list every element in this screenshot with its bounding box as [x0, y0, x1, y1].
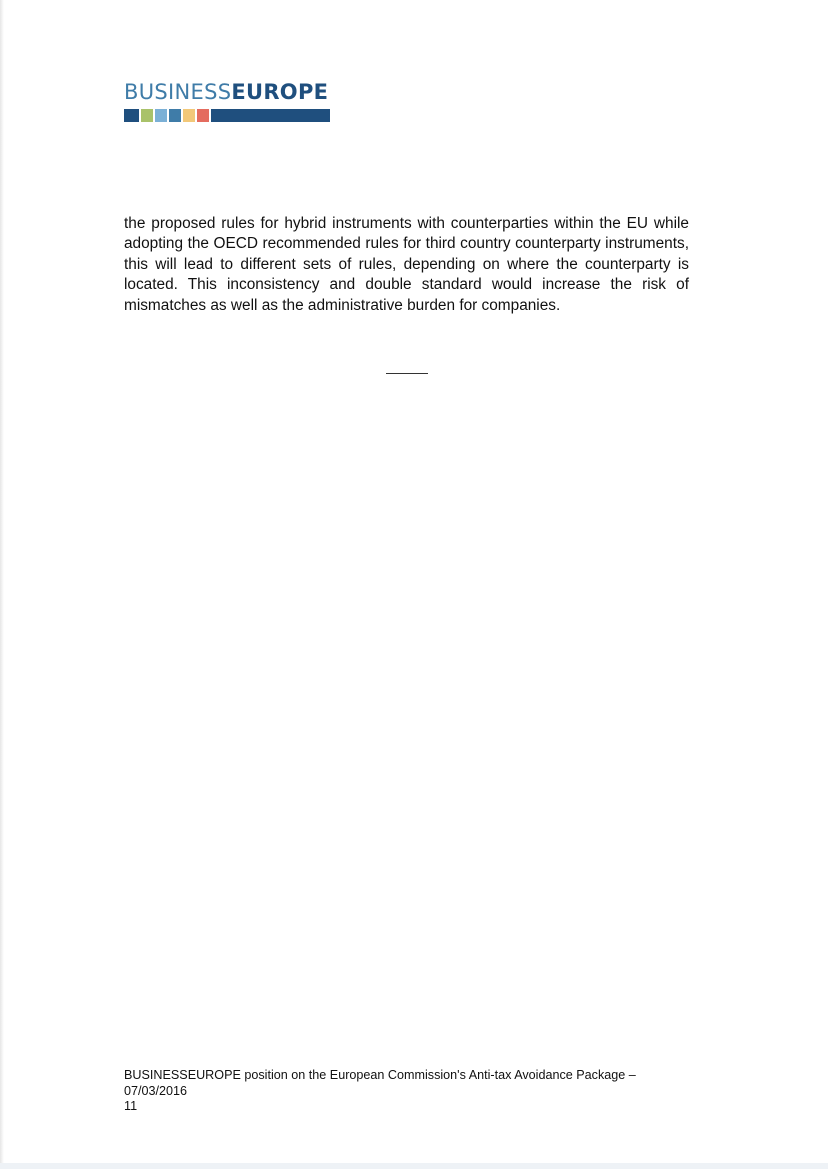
footer-document-title: BUSINESSEUROPE position on the European Commission's Anti-tax Avoidance Package – [124, 1068, 636, 1082]
section-divider [386, 373, 428, 374]
logo-bar-segment [183, 109, 195, 122]
logo-bar-segment [141, 109, 153, 122]
logo-bar-segment [124, 109, 139, 122]
page-edge [0, 0, 4, 1169]
body-paragraph: the proposed rules for hybrid instruments with counterparties within the EU while adopting the OECD recommended rules for third country counterparty instruments, this will lead to different sets of rules, depending on where the counterparty is located. This inconsistency and double standard would increase the risk of mismatches as well as the administrative burden for companies. [124, 215, 689, 314]
logo-bar-segment [155, 109, 167, 122]
logo-color-bar [124, 109, 330, 122]
businesseurope-logo [124, 80, 330, 122]
logo-wordmark-business: BUSINESS [124, 80, 232, 104]
logo-wordmark-europe: EUROPE [231, 80, 329, 104]
page-bottom-edge [0, 1163, 828, 1169]
page-footer [124, 1068, 684, 1115]
logo-bar-segment [211, 109, 330, 122]
logo-bar-segment [169, 109, 181, 122]
footer-date: 07/03/2016 [124, 1083, 188, 1098]
logo-wordmark [124, 80, 330, 104]
footer-page-number: 11 [124, 1099, 138, 1113]
logo-bar-segment [197, 109, 209, 122]
